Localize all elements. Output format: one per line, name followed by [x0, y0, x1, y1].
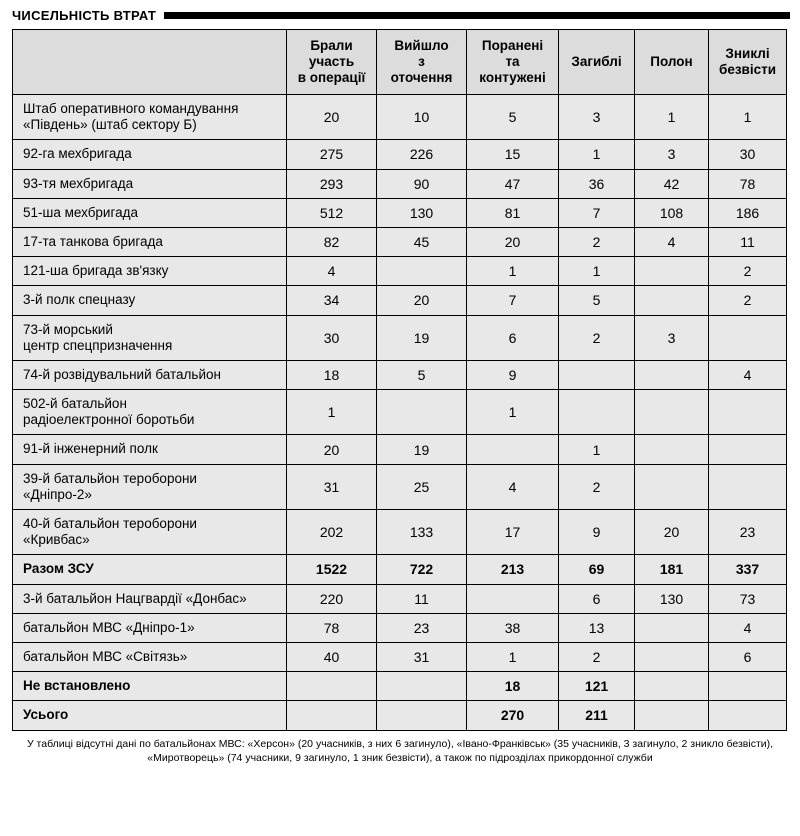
- table-cell-value: 186: [709, 198, 787, 227]
- table-cell-value: 1: [559, 257, 635, 286]
- table-cell-value: [635, 464, 709, 509]
- table-cell-value: 20: [467, 227, 559, 256]
- table-cell-value: [377, 390, 467, 435]
- table-cell-value: 512: [287, 198, 377, 227]
- table-row: [13, 198, 787, 227]
- table-cell-unit: [13, 672, 287, 701]
- table-cell-unit: [13, 198, 287, 227]
- table-cell-value: 78: [709, 169, 787, 198]
- unit-label-line: 73-й морський: [23, 321, 113, 337]
- table-cell-value: 7: [467, 286, 559, 315]
- table-row: [13, 315, 787, 360]
- column-header-escaped-line3: оточення: [390, 69, 453, 85]
- column-header-killed-line1: Загиблі: [571, 54, 622, 70]
- column-header-missing-line2: безвісти: [718, 62, 777, 77]
- table-cell-value: 275: [287, 140, 377, 169]
- table-cell-value: 18: [467, 672, 559, 701]
- table-cell-value: 20: [377, 286, 467, 315]
- table-cell-value: 3: [635, 315, 709, 360]
- table-cell-value: 20: [635, 510, 709, 555]
- table-cell-value: [709, 672, 787, 701]
- table-cell-value: 20: [287, 435, 377, 464]
- table-cell-value: 2: [559, 642, 635, 671]
- table-row: [13, 140, 787, 169]
- table-row: [13, 464, 787, 509]
- table-cell-value: 293: [287, 169, 377, 198]
- unit-label-line: «Дніпро-2»: [23, 486, 92, 502]
- table-cell-value: 226: [377, 140, 467, 169]
- table-cell-value: 5: [377, 360, 467, 389]
- table-cell-value: 17: [467, 510, 559, 555]
- table-cell-value: 19: [377, 315, 467, 360]
- table-cell-value: 1: [287, 390, 377, 435]
- table-row: [13, 613, 787, 642]
- column-header-captured: [635, 30, 709, 95]
- table-cell-value: [467, 584, 559, 613]
- table-cell-value: [377, 672, 467, 701]
- table-cell-value: [709, 435, 787, 464]
- table-cell-value: [635, 642, 709, 671]
- table-cell-unit: [13, 613, 287, 642]
- table-row: [13, 95, 787, 140]
- table-cell-unit: [13, 360, 287, 389]
- table-cell-value: 4: [709, 360, 787, 389]
- column-header-wounded-line3: контужені: [479, 69, 546, 85]
- table-cell-unit: [13, 464, 287, 509]
- table-cell-value: 108: [635, 198, 709, 227]
- table-cell-value: 1: [559, 435, 635, 464]
- unit-label-line: 39-й батальйон тероборони: [23, 470, 197, 486]
- table-cell-value: 10: [377, 95, 467, 140]
- table-cell-value: 202: [287, 510, 377, 555]
- table-header-row: [13, 30, 787, 95]
- table-cell-value: 130: [635, 584, 709, 613]
- table-cell-value: [559, 390, 635, 435]
- table-cell-value: 19: [377, 435, 467, 464]
- table-cell-value: 36: [559, 169, 635, 198]
- table-cell-value: 270: [467, 701, 559, 730]
- table-cell-value: 5: [467, 95, 559, 140]
- table-cell-value: [377, 257, 467, 286]
- unit-label-line: 74-й розвідувальний батальйон: [23, 366, 221, 382]
- table-cell-unit: [13, 555, 287, 584]
- table-cell-value: 42: [635, 169, 709, 198]
- table-row: [13, 555, 787, 584]
- table-row: [13, 227, 787, 256]
- table-cell-value: 6: [559, 584, 635, 613]
- unit-label-line: 17-та танкова бригада: [23, 233, 163, 249]
- unit-label-line: батальйон МВС «Світязь»: [23, 648, 188, 664]
- table-cell-value: 4: [467, 464, 559, 509]
- table-cell-unit: [13, 140, 287, 169]
- table-cell-value: 31: [377, 642, 467, 671]
- table-cell-value: 13: [559, 613, 635, 642]
- table-cell-value: 213: [467, 555, 559, 584]
- table-cell-value: 1: [635, 95, 709, 140]
- table-cell-value: [287, 701, 377, 730]
- table-cell-value: 6: [709, 642, 787, 671]
- unit-label-line: 3-й полк спецназу: [23, 292, 136, 308]
- table-cell-value: 11: [377, 584, 467, 613]
- table-cell-value: 1: [467, 642, 559, 671]
- column-header-wounded-line2: та: [505, 54, 520, 70]
- table-cell-value: 47: [467, 169, 559, 198]
- table-cell-value: 23: [377, 613, 467, 642]
- table-cell-value: [709, 464, 787, 509]
- table-cell-unit: [13, 169, 287, 198]
- unit-label-line: 502-й батальйон: [23, 396, 127, 412]
- table-row: [13, 360, 787, 389]
- page-title: ЧИСЕЛЬНІСТЬ ВТРАТ: [12, 8, 157, 23]
- table-cell-value: 9: [559, 510, 635, 555]
- column-header-participated-line1: Брали: [310, 38, 353, 54]
- table-body: [13, 95, 787, 731]
- table-cell-value: 69: [559, 555, 635, 584]
- table-cell-unit: [13, 584, 287, 613]
- table-row: [13, 701, 787, 730]
- column-header-wounded-line1: Поранені: [481, 38, 544, 54]
- unit-label-line: 121-ша бригада зв'язку: [23, 263, 169, 279]
- unit-label-line: Разом ЗСУ: [23, 561, 94, 577]
- table-cell-value: 82: [287, 227, 377, 256]
- table-row: [13, 642, 787, 671]
- table-cell-value: 4: [287, 257, 377, 286]
- column-header-missing: [709, 30, 787, 95]
- table-cell-value: 211: [559, 701, 635, 730]
- table-cell-value: [635, 257, 709, 286]
- table-cell-value: 25: [377, 464, 467, 509]
- table-cell-value: [635, 390, 709, 435]
- column-header-missing-line1: Зниклі: [725, 46, 770, 62]
- unit-label-line: радіоелектронної боротьби: [23, 412, 195, 428]
- table-cell-unit: [13, 390, 287, 435]
- table-cell-value: 3: [635, 140, 709, 169]
- table-cell-value: 5: [559, 286, 635, 315]
- column-header-participated: [287, 30, 377, 95]
- table-cell-value: [709, 701, 787, 730]
- table-cell-value: 90: [377, 169, 467, 198]
- table-cell-value: 11: [709, 227, 787, 256]
- table-cell-value: [709, 315, 787, 360]
- unit-label-line: Усього: [23, 707, 69, 723]
- table-cell-value: 220: [287, 584, 377, 613]
- column-header-wounded: [467, 30, 559, 95]
- column-header-participated-line3: в операції: [297, 69, 366, 85]
- table-cell-value: [635, 360, 709, 389]
- table-cell-value: [635, 286, 709, 315]
- table-cell-value: 2: [709, 257, 787, 286]
- table-row: [13, 584, 787, 613]
- title-rule: [164, 12, 790, 19]
- table-row: [13, 510, 787, 555]
- column-header-killed: [559, 30, 635, 95]
- unit-label-line: батальйон МВС «Дніпро-1»: [23, 619, 195, 635]
- column-header-escaped-line1: Вийшло: [394, 38, 449, 54]
- unit-label-line: 51-ша мехбригада: [23, 204, 138, 220]
- table-cell-unit: [13, 95, 287, 140]
- table-cell-value: 2: [559, 315, 635, 360]
- table-cell-value: 30: [287, 315, 377, 360]
- table-row: [13, 435, 787, 464]
- unit-label-line: «Кривбас»: [23, 532, 90, 548]
- unit-label-line: 93-тя мехбригада: [23, 175, 134, 191]
- page-title-row: [0, 0, 800, 29]
- column-header-captured-line1: Полон: [650, 54, 693, 70]
- table-cell-unit: [13, 510, 287, 555]
- table-cell-value: 130: [377, 198, 467, 227]
- table-cell-value: 1522: [287, 555, 377, 584]
- table-cell-value: 722: [377, 555, 467, 584]
- unit-label-line: 92-га мехбригада: [23, 146, 132, 162]
- table-cell-value: [287, 672, 377, 701]
- table-cell-value: [635, 672, 709, 701]
- table-cell-value: 18: [287, 360, 377, 389]
- table-cell-value: 2: [559, 227, 635, 256]
- table-cell-value: 9: [467, 360, 559, 389]
- table-cell-value: 337: [709, 555, 787, 584]
- table-cell-value: 1: [559, 140, 635, 169]
- table-cell-value: 1: [467, 390, 559, 435]
- table-cell-value: [709, 390, 787, 435]
- table-cell-value: 45: [377, 227, 467, 256]
- unit-label-line: центр спецпризначення: [23, 337, 173, 353]
- table-cell-value: 4: [709, 613, 787, 642]
- table-cell-value: 7: [559, 198, 635, 227]
- unit-label-line: Штаб оперативного командування: [23, 101, 239, 116]
- table-cell-value: 2: [559, 464, 635, 509]
- table-cell-value: [635, 613, 709, 642]
- table-cell-unit: [13, 227, 287, 256]
- footnote: У таблиці відсутні дані по батальйонах МВС: «Херсон» (20 учасників, з них 6 загинуло), «Івано-Франківськ» (35 учасників, 3 загинуло, 2 зникло безвісти), «Миротворець» (74 учасники, 9 загинуло, 1 зник безвісти), а також по підрозділах прикордонної служби: [26, 737, 774, 764]
- table-cell-value: [635, 435, 709, 464]
- table-cell-value: [377, 701, 467, 730]
- column-header-escaped: [377, 30, 467, 95]
- table-cell-value: 1: [467, 257, 559, 286]
- table-cell-unit: [13, 315, 287, 360]
- table-cell-value: 38: [467, 613, 559, 642]
- table-cell-value: 2: [709, 286, 787, 315]
- column-header-unit: [13, 30, 287, 95]
- unit-label-line: Не встановлено: [23, 678, 131, 694]
- table-row: [13, 390, 787, 435]
- table-cell-value: [635, 701, 709, 730]
- table-cell-value: [559, 360, 635, 389]
- table-cell-value: 40: [287, 642, 377, 671]
- table-cell-unit: [13, 435, 287, 464]
- unit-label-line: «Південь» (штаб сектору Б): [23, 117, 197, 133]
- table-cell-value: 20: [287, 95, 377, 140]
- table-cell-value: 133: [377, 510, 467, 555]
- table-row: [13, 672, 787, 701]
- column-header-participated-line2: участь: [308, 54, 355, 70]
- table-cell-value: 181: [635, 555, 709, 584]
- table-row: [13, 257, 787, 286]
- table-cell-value: 3: [559, 95, 635, 140]
- table-cell-value: 6: [467, 315, 559, 360]
- table-cell-value: 34: [287, 286, 377, 315]
- losses-table: [12, 29, 787, 731]
- unit-label-line: 91-й інженерний полк: [23, 441, 158, 457]
- table-cell-value: [467, 435, 559, 464]
- table-header: [13, 30, 787, 95]
- table-cell-unit: [13, 286, 287, 315]
- table-cell-value: 31: [287, 464, 377, 509]
- table-cell-value: 23: [709, 510, 787, 555]
- unit-label-line: 40-й батальйон тероборони: [23, 516, 197, 531]
- table-row: [13, 169, 787, 198]
- table-cell-unit: [13, 642, 287, 671]
- unit-label-line: 3-й батальйон Нацгвардії «Донбас»: [23, 590, 247, 606]
- table-cell-value: 121: [559, 672, 635, 701]
- table-cell-value: 78: [287, 613, 377, 642]
- table-cell-value: 1: [709, 95, 787, 140]
- column-header-escaped-line2: з: [418, 54, 425, 70]
- table-cell-unit: [13, 257, 287, 286]
- table-cell-value: 4: [635, 227, 709, 256]
- table-cell-value: 81: [467, 198, 559, 227]
- table-cell-value: 73: [709, 584, 787, 613]
- table-cell-unit: [13, 701, 287, 730]
- table-row: [13, 286, 787, 315]
- table-cell-value: 15: [467, 140, 559, 169]
- table-cell-value: 30: [709, 140, 787, 169]
